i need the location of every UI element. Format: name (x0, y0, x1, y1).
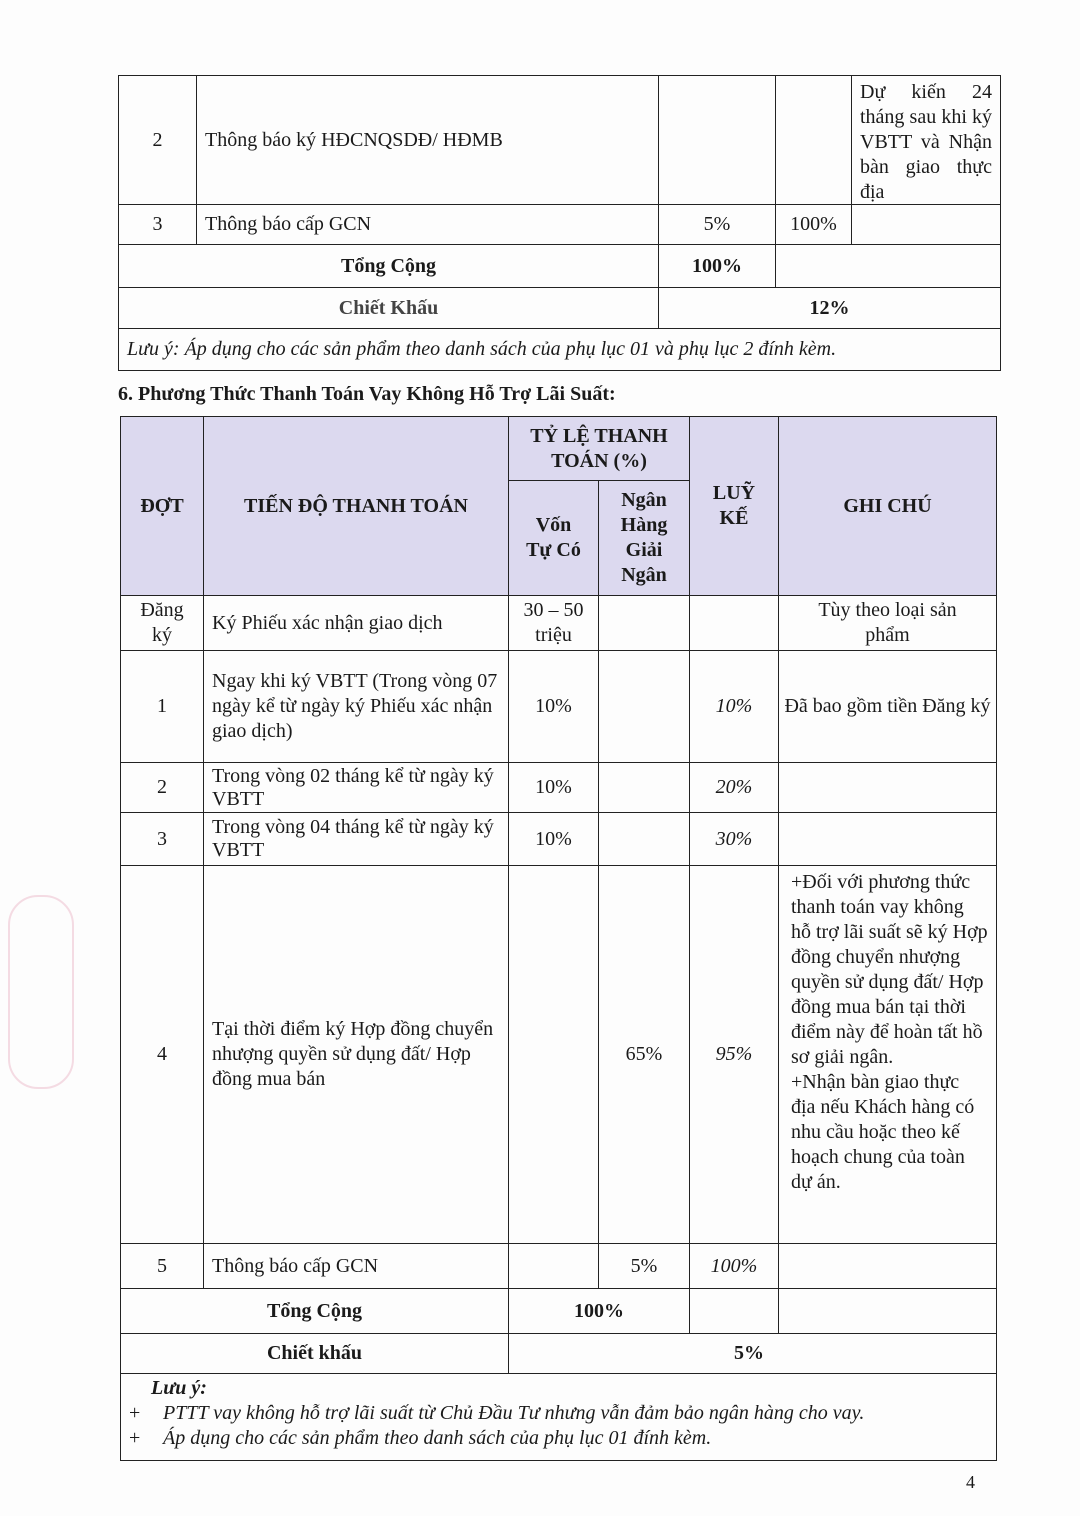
cell-luy-ke: 100% (775, 204, 852, 245)
cell-tien-do: Thông báo cấp GCN (196, 204, 659, 245)
cell-von-tu-co: 10% (508, 650, 599, 763)
header-dot: ĐỢT (120, 416, 204, 596)
cell-ghi-chu (778, 1243, 997, 1289)
cell-ngan-hang (598, 762, 690, 813)
cell-tien-do: Ký Phiếu xác nhận giao dịch (203, 595, 509, 651)
cell-luy-ke: 30% (689, 812, 779, 866)
total-empty (778, 1288, 997, 1334)
cell-tien-do: Thông báo cấp GCN (203, 1243, 509, 1289)
cell-ghi-chu: Tùy theo loại sản phẩm (778, 595, 997, 651)
cell-ghi-chu (778, 762, 997, 813)
cell-ghi-chu: Đã bao gồm tiền Đăng ký (778, 650, 997, 763)
header-von-tu-co: Vốn Tự Có (508, 480, 599, 596)
cell-von-tu-co: 30 – 50 triệu (508, 595, 599, 651)
cell-ghi-chu (851, 204, 1001, 245)
faint-stamp (8, 895, 74, 1089)
total-empty (775, 244, 1001, 288)
table1-note: Lưu ý: Áp dụng cho các sản phẩm theo danh sách của phụ lục 01 và phụ lục 2 đính kèm. (118, 328, 1001, 371)
note-text: Áp dụng cho các sản phẩm theo danh sách của phụ lục 01 đính kèm. (163, 1427, 712, 1449)
cell-ghi-chu (778, 812, 997, 866)
cell-von-tu-co: 10% (508, 812, 599, 866)
cell-tien-do: Thông báo ký HĐCNQSDĐ/ HĐMB (196, 75, 659, 205)
discount-label: Chiết Khấu (118, 287, 659, 329)
header-ngan-hang: Ngân Hàng Giải Ngân (598, 480, 690, 596)
cell-luy-ke: 100% (689, 1243, 779, 1289)
cell-luy-ke (689, 595, 779, 651)
header-ty-le: TỶ LỆ THANH TOÁN (%) (508, 416, 690, 481)
note-title: Lưu ý: (151, 1377, 207, 1399)
total-value: 100% (658, 244, 776, 288)
cell-dot: 3 (120, 812, 204, 866)
header-ghi-chu: GHI CHÚ (778, 416, 997, 596)
page-number: 4 (966, 1472, 975, 1492)
cell-luy-ke (775, 75, 852, 205)
note-text: PTTT vay không hỗ trợ lãi suất từ Chủ Đầu Tư nhưng vẫn đảm bảo ngân hàng cho vay. (163, 1402, 865, 1424)
cell-ngan-hang (598, 595, 690, 651)
cell-ghi-chu: Dự kiến 24 tháng sau khi ký VBTT và Nhận bàn giao thực địa (851, 75, 1001, 205)
cell-dot: 2 (120, 762, 204, 813)
discount-label: Chiết khấu (120, 1333, 509, 1374)
cell-ghi-chu: +Đối với phương thức thanh toán vay không hỗ trợ lãi suất sẽ ký Hợp đồng chuyển nhượng quyền sử dụng đất/ Hợp đồng mua bán tại thời điểm này để hoàn tất hồ sơ giải ngân. +Nhận bàn giao thực địa nếu Khách hàng có nhu cầu hoặc theo kế hoạch chung của toàn dự án. (778, 865, 997, 1244)
discount-value: 5% (508, 1333, 997, 1374)
cell-dot: Đăng ký (120, 595, 204, 651)
cell-luy-ke: 95% (689, 865, 779, 1244)
cell-ngan-hang (598, 812, 690, 866)
discount-value: 12% (658, 287, 1001, 329)
bullet: + (129, 1427, 141, 1449)
cell-tien-do: Trong vòng 02 tháng kể từ ngày ký VBTT (203, 762, 509, 813)
total-value: 100% (508, 1288, 690, 1334)
cell-luy-ke: 10% (689, 650, 779, 763)
cell-ngan-hang: 65% (598, 865, 690, 1244)
cell-von-tu-co (508, 1243, 599, 1289)
total-label: Tổng Cộng (118, 244, 659, 288)
cell-tien-do: Ngay khi ký VBTT (Trong vòng 07 ngày kể từ ngày ký Phiếu xác nhận giao dịch) (203, 650, 509, 763)
cell-tien-do: Trong vòng 04 tháng kể từ ngày ký VBTT (203, 812, 509, 866)
section-6-heading: 6. Phương Thức Thanh Toán Vay Không Hỗ Trợ Lãi Suất: (118, 383, 616, 405)
cell-ngan-hang: 5% (598, 1243, 690, 1289)
cell-von-tu-co: 10% (508, 762, 599, 813)
section6-note (120, 1373, 997, 1461)
header-luy-ke: LUỸ KẾ (689, 416, 779, 596)
note-item (129, 1401, 988, 1426)
cell-tien-do: Tại thời điểm ký Hợp đồng chuyển nhượng quyền sử dụng đất/ Hợp đồng mua bán (203, 865, 509, 1244)
cell-von-tu-co (508, 865, 599, 1244)
cell-dot: 3 (118, 204, 197, 245)
cell-dot: 2 (118, 75, 197, 205)
cell-dot: 5 (120, 1243, 204, 1289)
cell-ngan-hang (598, 650, 690, 763)
note-item (129, 1426, 988, 1451)
bullet: + (129, 1402, 141, 1424)
total-label: Tổng Cộng (120, 1288, 509, 1334)
cell-dot: 1 (120, 650, 204, 763)
cell-luy-ke: 20% (689, 762, 779, 813)
header-tien-do: TIẾN ĐỘ THANH TOÁN (203, 416, 509, 596)
total-empty (689, 1288, 779, 1334)
cell-ty-le: 5% (658, 204, 776, 245)
cell-dot: 4 (120, 865, 204, 1244)
cell-ty-le (658, 75, 776, 205)
